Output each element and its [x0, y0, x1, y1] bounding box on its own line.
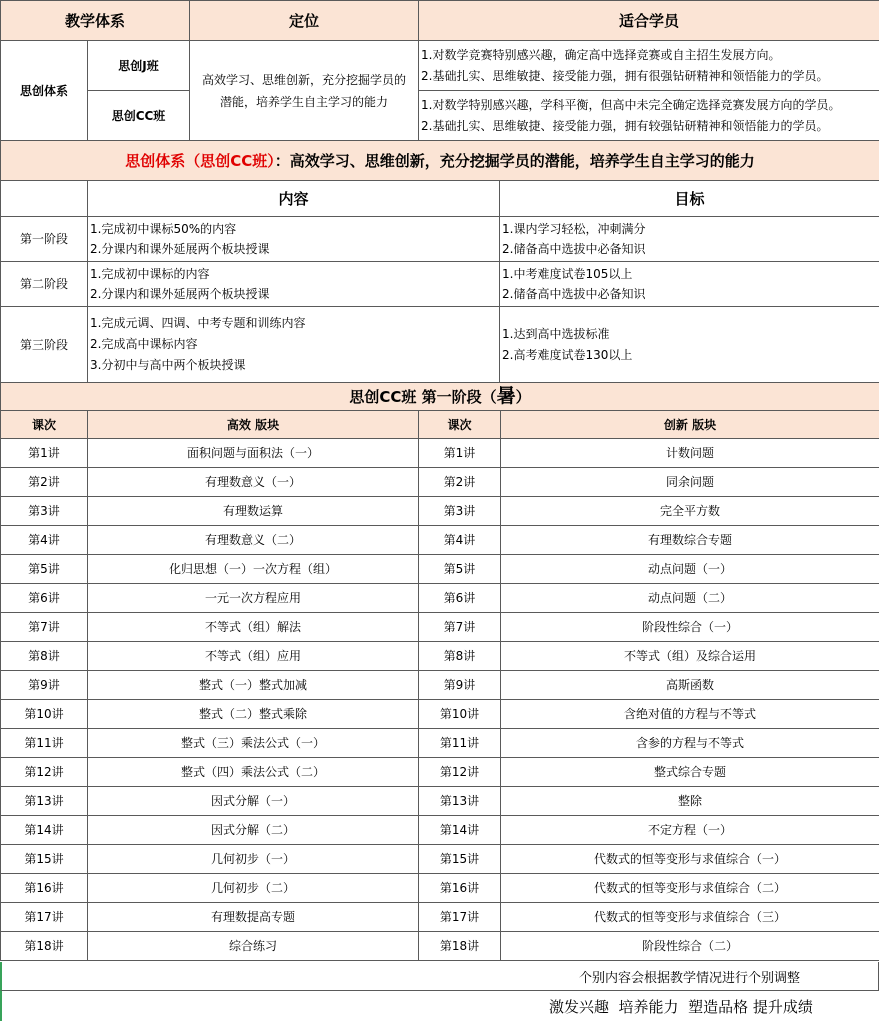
lesson-number: 第9讲 [1, 671, 88, 700]
stage-goal-line: 2.储备高中选拔中必备知识 [502, 242, 646, 256]
lesson-row [1, 700, 879, 729]
lesson-number: 第11讲 [1, 729, 88, 758]
banner-text: ：高效学习、思维创新，充分挖掘学员的潜能，培养学生自主学习的能力 [274, 151, 755, 170]
stage-row [1, 262, 879, 307]
lesson-number: 第8讲 [419, 642, 501, 671]
suitable-cc [419, 91, 879, 141]
lesson-number: 第1讲 [1, 439, 88, 468]
stages-header-content: 内容 [88, 181, 500, 217]
stage-content-line: 3.分初中与高中两个板块授课 [90, 358, 246, 372]
lesson-number: 第2讲 [419, 468, 501, 497]
lesson-number: 第18讲 [1, 932, 88, 961]
lesson-efficient-topic: 不等式（组）解法 [88, 613, 419, 642]
lesson-efficient-topic: 化归思想（一）一次方程（组） [88, 555, 419, 584]
suitable-line: 2.基础扎实、思维敏捷、接受能力强，拥有较强钻研精神和领悟能力的学员。 [421, 118, 829, 133]
lesson-efficient-topic: 几何初步（一） [88, 845, 419, 874]
lesson-number: 第12讲 [1, 758, 88, 787]
header-positioning: 定位 [190, 1, 419, 41]
stage-content-line: 1.完成元调、四调、中考专题和训练内容 [90, 316, 306, 330]
lesson-number: 第17讲 [1, 903, 88, 932]
lesson-row [1, 439, 879, 468]
lesson-number: 第5讲 [1, 555, 88, 584]
system-name: 思创体系 [1, 41, 88, 141]
stage-goal-line: 1.中考难度试卷105以上 [502, 267, 633, 281]
lesson-efficient-topic: 有理数运算 [88, 497, 419, 526]
footer-slogan: 激发兴趣 培养能力 塑造品格 提升成绩 [549, 998, 813, 1016]
system-table [0, 0, 879, 181]
positioning-line: 潜能，培养学生自主学习的能力 [220, 94, 389, 109]
stage-content-line: 2.分课内和课外延展两个板块授课 [90, 242, 270, 256]
stage-goal [500, 262, 879, 307]
banner [1, 141, 879, 181]
stage-row [1, 307, 879, 383]
footer-note: 个别内容会根据教学情况进行个别调整 [579, 971, 801, 986]
lesson-innovative-topic: 阶段性综合（二） [501, 932, 879, 961]
lesson-number: 第10讲 [419, 700, 501, 729]
stage-content-line: 2.完成高中课标内容 [90, 337, 198, 351]
lesson-innovative-topic: 计数问题 [501, 439, 879, 468]
lesson-efficient-topic: 有理数意义（一） [88, 468, 419, 497]
lesson-innovative-topic: 代数式的恒等变形与求值综合（二） [501, 874, 879, 903]
lesson-innovative-topic: 代数式的恒等变形与求值综合（一） [501, 845, 879, 874]
stage-content-line: 1.完成初中课标的内容 [90, 267, 210, 281]
lesson-number: 第7讲 [1, 613, 88, 642]
stages-table [0, 180, 879, 383]
stage-content [88, 262, 500, 307]
lesson-innovative-topic: 动点问题（二） [501, 584, 879, 613]
lessons-header-innovative: 创新 版块 [501, 411, 879, 439]
lesson-number: 第4讲 [1, 526, 88, 555]
lesson-efficient-topic: 综合练习 [88, 932, 419, 961]
suitable-line: 1.对数学竞赛特别感兴趣，确定高中选择竞赛或自主招生发展方向。 [421, 47, 781, 62]
header-suitable: 适合学员 [419, 1, 879, 41]
lesson-row [1, 584, 879, 613]
lesson-number: 第13讲 [419, 787, 501, 816]
stage-name: 第二阶段 [1, 262, 88, 307]
lesson-efficient-topic: 面积问题与面积法（一） [88, 439, 419, 468]
stages-header-blank [1, 181, 88, 217]
stage-content [88, 217, 500, 262]
lesson-number: 第16讲 [1, 874, 88, 903]
lesson-innovative-topic: 含绝对值的方程与不等式 [501, 700, 879, 729]
lesson-number: 第8讲 [1, 642, 88, 671]
lesson-row [1, 729, 879, 758]
lesson-number: 第16讲 [419, 874, 501, 903]
stage-name: 第一阶段 [1, 217, 88, 262]
lesson-row [1, 642, 879, 671]
lesson-row [1, 468, 879, 497]
lesson-efficient-topic: 一元一次方程应用 [88, 584, 419, 613]
lesson-innovative-topic: 动点问题（一） [501, 555, 879, 584]
lesson-number: 第14讲 [419, 816, 501, 845]
lesson-number: 第18讲 [419, 932, 501, 961]
lesson-innovative-topic: 代数式的恒等变形与求值综合（三） [501, 903, 879, 932]
stage-title-main: 思创CC班 第一阶段（ [349, 388, 497, 406]
lesson-rows [1, 439, 879, 961]
lesson-row [1, 497, 879, 526]
suitable-j [419, 41, 879, 91]
lesson-number: 第14讲 [1, 816, 88, 845]
lesson-number: 第13讲 [1, 787, 88, 816]
stage-goal-line: 2.储备高中选拔中必备知识 [502, 287, 646, 301]
banner-row [1, 141, 879, 181]
lesson-number: 第12讲 [419, 758, 501, 787]
lessons-header [1, 411, 879, 439]
stages-header-goal: 目标 [500, 181, 879, 217]
lesson-row [1, 845, 879, 874]
lesson-efficient-topic: 有理数意义（二） [88, 526, 419, 555]
lesson-row [1, 787, 879, 816]
system-table-header [1, 1, 879, 41]
lesson-number: 第2讲 [1, 468, 88, 497]
lesson-efficient-topic: 整式（一）整式加减 [88, 671, 419, 700]
banner-title: 思创体系（思创CC班） [125, 151, 275, 170]
lessons-header-lesson2: 课次 [419, 411, 501, 439]
lesson-number: 第4讲 [419, 526, 501, 555]
stage-content-line: 2.分课内和课外延展两个板块授课 [90, 287, 270, 301]
lesson-number: 第3讲 [1, 497, 88, 526]
lesson-innovative-topic: 阶段性综合（一） [501, 613, 879, 642]
class-name-j: 思创J班 [88, 41, 190, 91]
lesson-row [1, 526, 879, 555]
stage-title-close: ） [515, 388, 531, 406]
positioning-text [190, 41, 419, 141]
stage-name: 第三阶段 [1, 307, 88, 383]
lesson-number: 第15讲 [1, 845, 88, 874]
lesson-efficient-topic: 因式分解（二） [88, 816, 419, 845]
lesson-efficient-topic: 因式分解（一） [88, 787, 419, 816]
stage-title-season: 暑 [496, 385, 516, 407]
stage-title [1, 383, 879, 411]
lesson-efficient-topic: 整式（二）整式乘除 [88, 700, 419, 729]
header-system: 教学体系 [1, 1, 190, 41]
lesson-innovative-topic: 整除 [501, 787, 879, 816]
stage-content-line: 1.完成初中课标50%的内容 [90, 222, 237, 236]
lesson-number: 第6讲 [1, 584, 88, 613]
lesson-row [1, 874, 879, 903]
stage-goal [500, 217, 879, 262]
lesson-row [1, 758, 879, 787]
lesson-efficient-topic: 有理数提高专题 [88, 903, 419, 932]
footer-note-row [0, 962, 879, 991]
lesson-number: 第7讲 [419, 613, 501, 642]
lesson-number: 第11讲 [419, 729, 501, 758]
lesson-innovative-topic: 同余问题 [501, 468, 879, 497]
class-row-j [1, 41, 879, 91]
lesson-innovative-topic: 不等式（组）及综合运用 [501, 642, 879, 671]
footer-slogan-row [0, 991, 879, 1021]
lessons-header-efficient: 高效 版块 [88, 411, 419, 439]
lesson-innovative-topic: 不定方程（一） [501, 816, 879, 845]
lesson-innovative-topic: 含参的方程与不等式 [501, 729, 879, 758]
lesson-efficient-topic: 整式（三）乘法公式（一） [88, 729, 419, 758]
lesson-number: 第6讲 [419, 584, 501, 613]
lessons-table [0, 382, 879, 961]
lesson-row [1, 932, 879, 961]
lesson-innovative-topic: 整式综合专题 [501, 758, 879, 787]
positioning-line: 高效学习、思维创新，充分挖掘学员的 [202, 72, 407, 87]
class-name-cc: 思创CC班 [88, 91, 190, 141]
stage-row [1, 217, 879, 262]
stage-content [88, 307, 500, 383]
lesson-row [1, 903, 879, 932]
lessons-header-lesson: 课次 [1, 411, 88, 439]
lesson-efficient-topic: 不等式（组）应用 [88, 642, 419, 671]
suitable-line: 2.基础扎实、思维敏捷、接受能力强，拥有很强钻研精神和领悟能力的学员。 [421, 68, 829, 83]
lesson-efficient-topic: 整式（四）乘法公式（二） [88, 758, 419, 787]
lesson-number: 第10讲 [1, 700, 88, 729]
lesson-number: 第1讲 [419, 439, 501, 468]
stage-goal-line: 1.达到高中选拔标准 [502, 326, 610, 341]
stage-goal-line: 2.高考难度试卷130以上 [502, 347, 633, 362]
lesson-row [1, 613, 879, 642]
stages-header [1, 181, 879, 217]
lesson-number: 第9讲 [419, 671, 501, 700]
lesson-row [1, 816, 879, 845]
stage-title-row [1, 383, 879, 411]
lesson-number: 第15讲 [419, 845, 501, 874]
lesson-innovative-topic: 有理数综合专题 [501, 526, 879, 555]
lesson-number: 第17讲 [419, 903, 501, 932]
lesson-innovative-topic: 高斯函数 [501, 671, 879, 700]
lesson-row [1, 555, 879, 584]
lesson-efficient-topic: 几何初步（二） [88, 874, 419, 903]
suitable-line: 1.对数学特别感兴趣，学科平衡，但高中未完全确定选择竞赛发展方向的学员。 [421, 97, 841, 112]
stage-goal-line: 1.课内学习轻松，冲刺满分 [502, 222, 646, 236]
lesson-number: 第3讲 [419, 497, 501, 526]
lesson-row [1, 671, 879, 700]
stage-goal [500, 307, 879, 383]
class-row-cc [1, 91, 879, 141]
lesson-number: 第5讲 [419, 555, 501, 584]
lesson-innovative-topic: 完全平方数 [501, 497, 879, 526]
